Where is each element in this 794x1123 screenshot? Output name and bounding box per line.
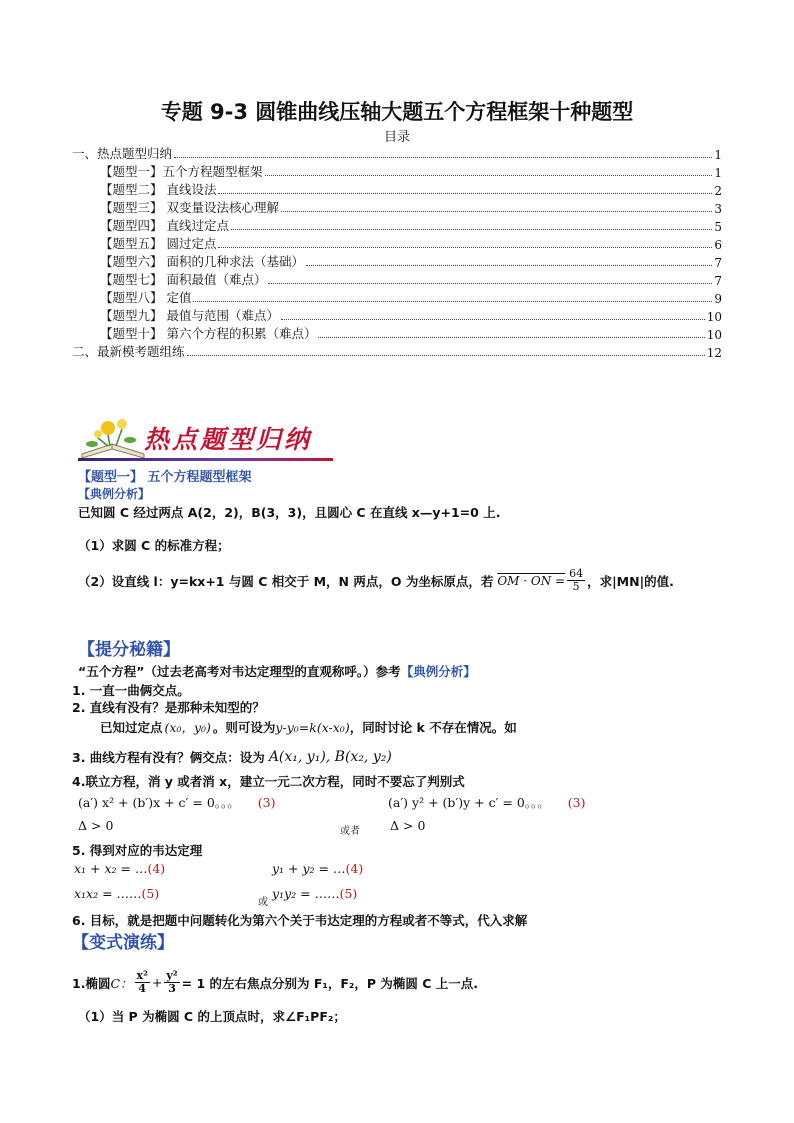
toc-entry-title: 【题型六】 面积的几种求法（基础）: [100, 254, 304, 269]
step-3: [72, 748, 392, 766]
toc-entry-page: 10: [706, 310, 722, 324]
fraction-x2-4: [135, 970, 150, 995]
toc-entry-page: 9: [714, 292, 722, 306]
banner-underline: [78, 458, 333, 461]
vieta-sum-y-tag: (4): [345, 861, 364, 876]
variation-problem-1-pre: 1.椭圆: [72, 975, 111, 991]
vieta-sum-y: [272, 861, 363, 876]
vector-dot-product: OM · ON =: [497, 573, 566, 588]
or-label-2: 或: [258, 897, 268, 908]
vieta-product-y-tag: (5): [339, 886, 358, 901]
vieta-sum-x-eq: x₁ + x₂ = …: [74, 861, 148, 876]
question-2: [78, 568, 674, 593]
fraction-y2-numerator: y²: [166, 969, 178, 982]
toc-entry-page: 3: [714, 202, 722, 216]
toc-entry-title: 【题型四】 直线过定点: [100, 218, 229, 233]
toc-entry-title: 【题型五】 圆过定点: [100, 236, 217, 251]
fraction-x2-numerator: x²: [136, 969, 148, 982]
toc-entry[interactable]: [72, 342, 722, 360]
toc-leader-dots: [231, 229, 712, 230]
toc-entry[interactable]: [72, 198, 722, 216]
vieta-product-x: [74, 886, 159, 901]
quadratic-y: [388, 793, 586, 811]
toc-leader-dots: [281, 319, 705, 320]
toc-leader-dots: [318, 337, 704, 338]
toc-heading: 目录: [383, 130, 410, 145]
toc-leader-dots: [281, 211, 712, 212]
toc-entry-page: 1: [714, 166, 722, 180]
step-5: 5. 得到对应的韦达定理: [72, 843, 203, 858]
toc-entry-page: 7: [714, 256, 722, 270]
tips-heading: 【提分秘籍】: [78, 640, 180, 660]
variation-problem-1: 1.椭圆 C： $\frac{\text{x²}}{4}$ + $\frac{\text{y²}}{3}$ = 1 的左右焦点分别为 F₁，F₂，P 为椭圆 C 上一点.: [72, 969, 479, 996]
vieta-sum-y-eq: y₁ + y₂ = …: [272, 861, 346, 876]
toc-entry[interactable]: [72, 270, 722, 288]
ellipse-name: C：: [110, 975, 133, 991]
toc-entry[interactable]: [72, 324, 722, 342]
toc-entry[interactable]: [72, 288, 722, 306]
document-title: 专题 9-3 圆锥曲线压轴大题五个方程框架十种题型: [160, 100, 634, 124]
toc-entry-title: 【题型三】 双变量设法核心理解: [100, 200, 279, 215]
vieta-product-x-eq: x₁x₂ = ……: [74, 886, 142, 901]
toc-entry[interactable]: [72, 144, 722, 162]
question-2-tail: ，求|MN|的值.: [587, 573, 674, 589]
toc-entry[interactable]: [72, 306, 722, 324]
toc-entry-page: 10: [706, 328, 722, 342]
fraction-x2-denominator: 4: [138, 982, 147, 996]
variation-heading: 【变式演练】: [72, 933, 174, 953]
step-3-text: 3. 曲线方程有没有？俩交点：设为: [72, 750, 265, 765]
intersection-points: A(x₁, y₁), B(x₂, y₂): [268, 749, 392, 765]
toc-leader-dots: [268, 283, 712, 284]
step-2-detail-mid: 。则可设为: [212, 720, 276, 735]
toc-entry-title: 【题型一】五个方程题型框架: [100, 164, 263, 179]
point-slope-equation: y-y₀=k(x-x₀): [275, 719, 350, 735]
quadratic-y-eq: (a′) y² + (b′)y + c′ = 0。。。: [388, 795, 550, 810]
toc-entry-title: 【题型二】 直线设法: [100, 182, 217, 197]
toc-entry-page: 1: [714, 148, 722, 162]
variation-problem-1-post: = 1 的左右焦点分别为 F₁，F₂，P 为椭圆 C 上一点.: [181, 975, 479, 991]
quadratic-x-eq: (a′) x² + (b′)x + c′ = 0。。。: [78, 795, 240, 810]
step-2-detail-pre: 已知过定点: [100, 720, 163, 735]
toc-entry-title: 【题型九】 最值与范围（难点）: [100, 308, 279, 323]
step-4: 4.联立方程，消 y 或者消 x，建立一元二次方程，同时不要忘了判别式: [72, 774, 465, 789]
toc-entry-title: 二、最新模考题组练: [72, 344, 185, 359]
toc-entry-title: 【题型十】 第六个方程的积累（难点）: [100, 326, 317, 341]
or-label-1: 或者: [340, 826, 360, 837]
discriminant-left: Δ > 0: [78, 818, 114, 833]
toc-entry-title: 【题型七】 面积最值（难点）: [100, 272, 267, 287]
toc-entry-page: 2: [714, 184, 722, 198]
toc-leader-dots: [218, 247, 712, 248]
fraction-y2-denominator: 3: [168, 982, 176, 996]
banner-title: 热点题型归纳: [144, 425, 313, 454]
tips-intro: [78, 662, 476, 680]
section-heading: 【题型一】 五个方程题型框架: [78, 470, 252, 485]
variation-question-1: （1）当 P 为椭圆 C 的上顶点时，求∠F₁PF₂；: [78, 1009, 346, 1024]
vieta-sum-x: [74, 861, 165, 876]
vieta-product-y: [272, 886, 357, 901]
vieta-sum-x-tag: (4): [147, 861, 166, 876]
toc-entry[interactable]: [72, 216, 722, 234]
fraction-numerator: 64: [569, 567, 584, 580]
toc-leader-dots: [306, 265, 712, 266]
example-tag: 【典例分析】: [78, 487, 151, 501]
tips-intro-ref: 【典例分析】: [400, 664, 476, 679]
quadratic-x: [78, 793, 275, 811]
fraction-denominator: 5: [572, 580, 580, 594]
toc-entry[interactable]: [72, 252, 722, 270]
fraction-64-5: [567, 568, 585, 593]
step-1: 1. 一直一曲俩交点。: [72, 683, 190, 698]
step-2-detail-post: ，同时讨论 k 不存在情况。如: [349, 720, 517, 735]
fixed-point: (x₀，y₀): [164, 720, 211, 735]
toc-entry-title: 【题型八】 定值: [100, 290, 192, 305]
quadratic-y-tag: (3): [567, 795, 586, 810]
book-flower-icon: [78, 414, 148, 460]
toc-entry-title: 一、热点题型归纳: [72, 146, 173, 161]
step-2-detail: [100, 718, 517, 736]
vieta-product-x-tag: (5): [141, 886, 160, 901]
toc-entry[interactable]: [72, 234, 722, 252]
toc-leader-dots: [193, 301, 712, 302]
toc-entry-page: 5: [714, 220, 722, 234]
tips-intro-text: “五个方程”（过去老高考对韦达定理型的直观称呼。）参考: [78, 664, 401, 679]
discriminant-right: Δ > 0: [390, 818, 426, 833]
toc-leader-dots: [265, 175, 713, 176]
example-problem: 已知圆 C 经过两点 A(2，2)，B(3，3)，且圆心 C 在直线 x—y+1=0 上.: [78, 505, 501, 520]
question-2-text: （2）设直线 l：y=kx+1 与圆 C 相交于 M，N 两点，O 为坐标原点，若: [78, 573, 494, 589]
table-of-contents: [72, 144, 722, 360]
quadratic-x-tag: (3): [257, 795, 276, 810]
toc-leader-dots: [187, 355, 705, 356]
section-banner: [78, 414, 328, 466]
step-6: 6. 目标，就是把题中问题转化为第六个关于韦达定理的方程或者不等式，代入求解: [72, 913, 528, 928]
fraction-y2-3: [164, 970, 179, 995]
question-1: （1）求圆 C 的标准方程；: [78, 538, 230, 553]
vieta-product-y-eq: y₁y₂ = ……: [272, 886, 340, 901]
toc-entry-page: 6: [714, 238, 722, 252]
toc-entry[interactable]: [72, 180, 722, 198]
toc-entry[interactable]: [72, 162, 722, 180]
toc-leader-dots: [218, 193, 712, 194]
toc-entry-page: 7: [714, 274, 722, 288]
toc-leader-dots: [174, 157, 712, 158]
step-2: 2. 直线有没有？是那种未知型的？: [72, 700, 265, 715]
toc-entry-page: 12: [706, 346, 722, 360]
